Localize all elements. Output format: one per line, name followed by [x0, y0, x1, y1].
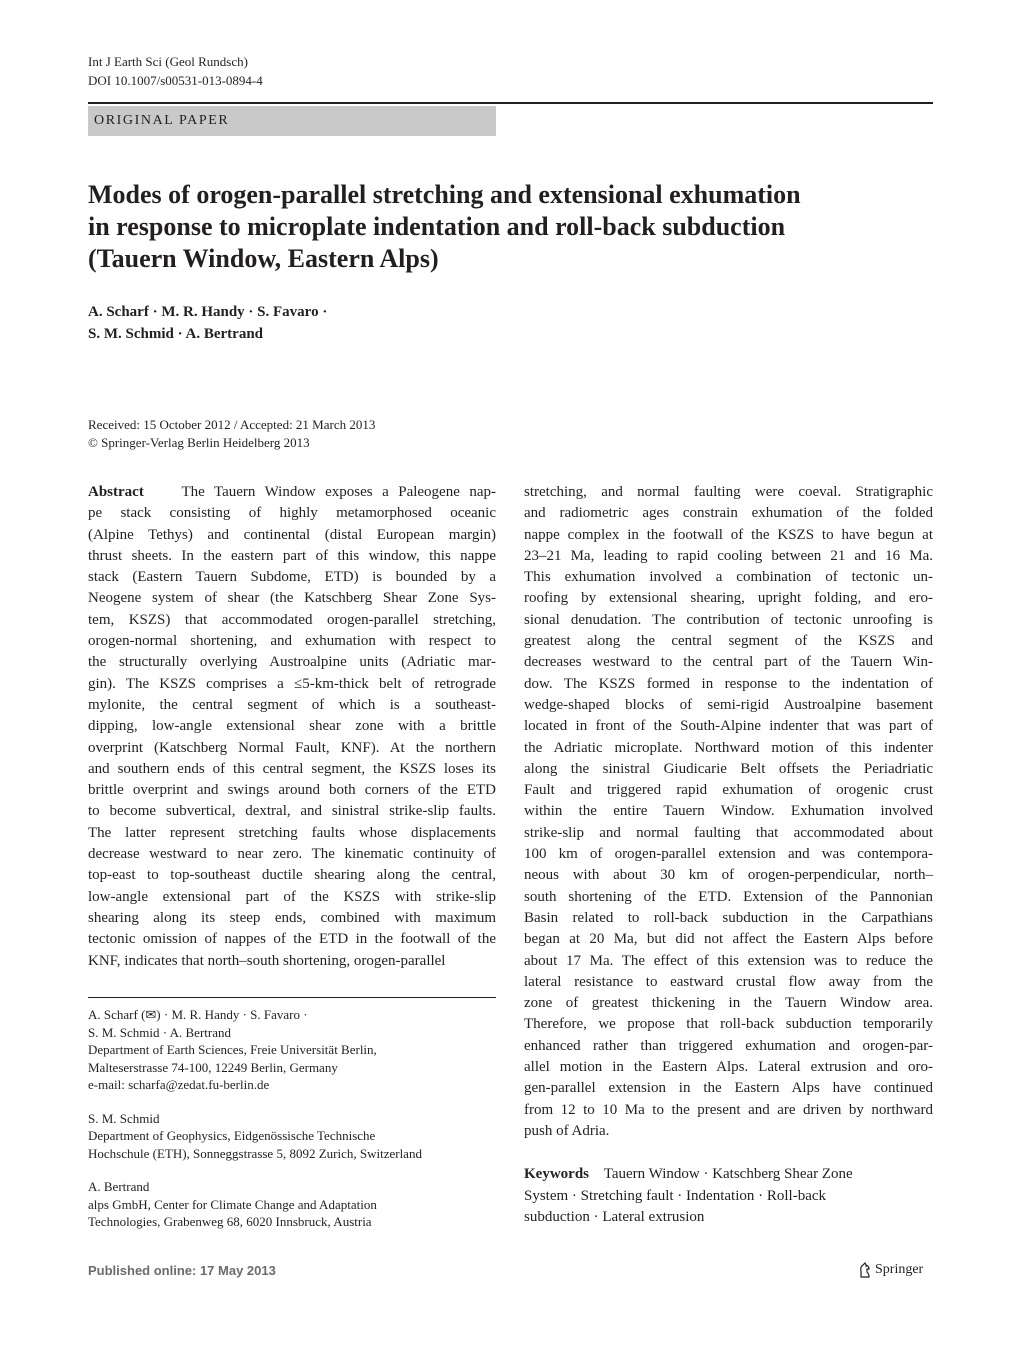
keywords-first-line: [524, 1164, 933, 1186]
title-line: in response to microplate indentation and roll-back subduction: [88, 212, 786, 241]
journal-name: Int J Earth Sci (Geol Rundsch): [88, 54, 248, 69]
affiliation-line: Department of Geophysics, Eidgenössische Technische: [88, 1128, 376, 1143]
abstract-line: neous with about 30 km of orogen-perpendicular, north–: [524, 867, 933, 884]
abstract-line: about 17 Ma. The effect of this extension was to reduce the: [524, 952, 933, 969]
abstract-line: to become subvertical, dextral, and sinistral strike-slip faults.: [88, 803, 496, 820]
abstract-line: dipping, low-angle extensional shear zone with a brittle: [88, 718, 496, 735]
springer-horse-icon: [858, 1262, 872, 1278]
abstract-line: shearing along its steep ends, combined with maximum: [88, 909, 496, 926]
abstract-line: brittle overprint and swings around both corners of the ETD: [88, 782, 496, 799]
abstract-line: gen-parallel extension in the Eastern Alps have continued: [524, 1080, 933, 1097]
affiliation-line: A. Bertrand: [88, 1179, 150, 1194]
abstract-line: zone of greatest thickening in the Tauern Window area.: [524, 995, 933, 1012]
title-line: Modes of orogen-parallel stretching and extensional exhumation: [88, 180, 801, 209]
abstract-line: Therefore, we propose that roll-back subduction temporarily: [524, 1016, 933, 1033]
header-rule: [88, 102, 933, 104]
abstract-line: decreases westward to the central part of the Tauern Win-: [524, 654, 933, 671]
abstract-line: dow. The KSZS formed in response to the indentation of: [524, 675, 933, 692]
abstract-line: decrease westward to near zero. The kinematic continuity of: [88, 846, 496, 863]
keywords: [524, 1164, 933, 1229]
abstract-line: This exhumation involved a combination of tectonic un-: [524, 569, 933, 586]
abstract-line: 23–21 Ma, leading to rapid cooling between 21 and 16 Ma.: [524, 547, 933, 564]
abstract-line: tem, KSZS) that accommodated orogen-parallel stretching,: [88, 611, 496, 628]
abstract-line: pe stack consisting of highly metamorphosed oceanic: [88, 505, 496, 522]
abstract-right-lines: [524, 482, 933, 1142]
abstract-line: nappe complex in the footwall of the KSZS to have begun at: [524, 526, 933, 543]
keywords-text: Tauern Window · Katschberg Shear Zone: [603, 1166, 853, 1182]
title-line: (Tauern Window, Eastern Alps): [88, 244, 439, 273]
affiliation-gap: [88, 1162, 496, 1178]
abstract-line: the Adriatic microplate. Northward motion of this indenter: [524, 739, 933, 756]
journal-header: [88, 52, 263, 90]
abstract-line: thrust sheets. In the eastern part of this window, this nappe: [88, 547, 496, 564]
affiliation-line: Hochschule (ETH), Sonneggstrasse 5, 8092 Zurich, Switzerland: [88, 1145, 422, 1161]
abstract-line: KNF, indicates that north–south shortening, orogen-parallel: [88, 952, 446, 969]
abstract-line: roofing by extensional shearing, upright folding, and ero-: [524, 590, 933, 607]
copyright: © Springer-Verlag Berlin Heidelberg 2013: [88, 435, 310, 450]
abstract-line: gin). The KSZS comprises a ≤5-km-thick belt of retrograde: [88, 675, 496, 692]
author-line: S. M. Schmid · A. Bertrand: [88, 326, 264, 342]
doi[interactable]: DOI 10.1007/s00531-013-0894-4: [88, 73, 263, 88]
abstract-line: stretching, and normal faulting were coeval. Stratigraphic: [524, 484, 933, 500]
abstract-line: 100 km of orogen-parallel extension and was contempora-: [524, 846, 933, 863]
abstract-right-column: [524, 482, 933, 1142]
abstract-line: push of Adria.: [524, 1122, 610, 1139]
affiliation-line: A. Scharf (✉) · M. R. Handy · S. Favaro ·: [88, 1007, 308, 1022]
abstract-line: greatest along the central segment of the KSZS and: [524, 633, 933, 650]
abstract-line: south shortening of the ETD. Extension of the Pannonian: [524, 888, 933, 905]
abstract-line: along the sinistral Giudicarie Belt offsets the Periadriatic: [524, 760, 933, 777]
abstract-line: and radiometric ages constrain exhumation of the folded: [524, 505, 933, 522]
abstract-line: stack (Eastern Tauern Subdome, ETD) is bounded by a: [88, 569, 496, 586]
abstract-line: strike-slip and normal faulting that accommodated about: [524, 824, 933, 841]
springer-logo: [858, 1262, 923, 1278]
abstract-line: top-east to top-southeast ductile shearing along the central,: [88, 867, 496, 884]
abstract-line: wedge-shaped blocks of semi-rigid Austroalpine basement: [524, 696, 933, 713]
abstract-line: within the entire Tauern Window. Exhumation involved: [524, 803, 933, 820]
abstract-line: from 12 to 10 Ma to the present and are driven by northward: [524, 1101, 933, 1118]
author-line: A. Scharf · M. R. Handy · S. Favaro ·: [88, 304, 328, 320]
affiliation-line: Department of Earth Sciences, Freie Universität Berlin,: [88, 1042, 377, 1057]
abstract-first-line: [88, 482, 496, 503]
abstract-line: the structurally overlying Austroalpine units (Adriatic mar-: [88, 654, 496, 671]
affiliation-line: Technologies, Grabenweg 68, 6020 Innsbruck, Austria: [88, 1214, 372, 1229]
keywords-label: Keywords: [524, 1166, 589, 1182]
abstract-left-lines: [88, 503, 496, 972]
keywords-line: subduction · Lateral extrusion: [524, 1209, 705, 1225]
keywords-line: System · Stretching fault · Indentation · Roll-back: [524, 1187, 827, 1204]
article-dates: [88, 416, 375, 452]
abstract-line: enhanced rather than triggered exhumation and orogen-par-: [524, 1037, 933, 1054]
abstract-line: Fault and triggered rapid exhumation of orogenic crust: [524, 782, 933, 799]
received-accepted: Received: 15 October 2012 / Accepted: 21 March 2013: [88, 417, 376, 432]
publisher-name: Springer: [875, 1262, 924, 1277]
abstract-line: began at 20 Ma, but did not affect the Eastern Alps before: [524, 931, 933, 948]
affiliation-line: S. M. Schmid: [88, 1110, 160, 1126]
abstract-line: Neogene system of shear (the Katschberg Shear Zone Sys-: [88, 590, 496, 607]
abstract-line: sional denudation. The contribution of tectonic unroofing is: [524, 611, 933, 628]
abstract-line: low-angle extensional part of the KSZS with strike-slip: [88, 888, 496, 905]
abstract-line: Basin related to roll-back subduction in the Carpathians: [524, 909, 933, 926]
abstract-line: lateral resistance to eastward crustal flow away from the: [524, 973, 933, 990]
affiliation-line: Malteserstrasse 74-100, 12249 Berlin, Germany: [88, 1059, 338, 1075]
author-list: [88, 301, 327, 345]
affiliation-line[interactable]: e-mail: scharfa@zedat.fu-berlin.de: [88, 1077, 270, 1092]
abstract-line: tectonic omission of nappes of the ETD in the footwall of the: [88, 931, 496, 948]
abstract-left-column: [88, 482, 496, 972]
article-type-banner: ORIGINAL PAPER: [88, 106, 496, 136]
abstract-line: orogen-normal shortening, and exhumation with respect to: [88, 633, 496, 650]
affiliation-line: S. M. Schmid · A. Bertrand: [88, 1024, 231, 1040]
abstract-line: (Alpine Tethys) and continental (distal European margin): [88, 526, 496, 543]
affiliation-line: alps GmbH, Center for Climate Change and Adaptation: [88, 1196, 377, 1212]
abstract-line: The latter represent stretching faults whose displacements: [88, 824, 496, 841]
affiliation-gap: [88, 1094, 496, 1110]
abstract-line: allel motion in the Eastern Alps. Lateral extrusion and oro-: [524, 1059, 933, 1076]
affiliations: [88, 1006, 496, 1231]
abstract-label: Abstract: [88, 484, 144, 500]
abstract-line: and southern ends of this central segment, the KSZS loses its: [88, 760, 496, 777]
abstract-line: overprint (Katschberg Normal Fault, KNF). At the northern: [88, 739, 496, 756]
abstract-line: mylonite, the central segment of which is a southeast-: [88, 696, 496, 713]
published-online: Published online: 17 May 2013: [88, 1263, 276, 1278]
abstract-line: located in front of the South-Alpine indenter that was part of: [524, 718, 933, 735]
paper-title: [88, 179, 868, 275]
footnote-rule: [88, 997, 496, 998]
abstract-text: The Tauern Window exposes a Paleogene nap-: [181, 484, 496, 500]
